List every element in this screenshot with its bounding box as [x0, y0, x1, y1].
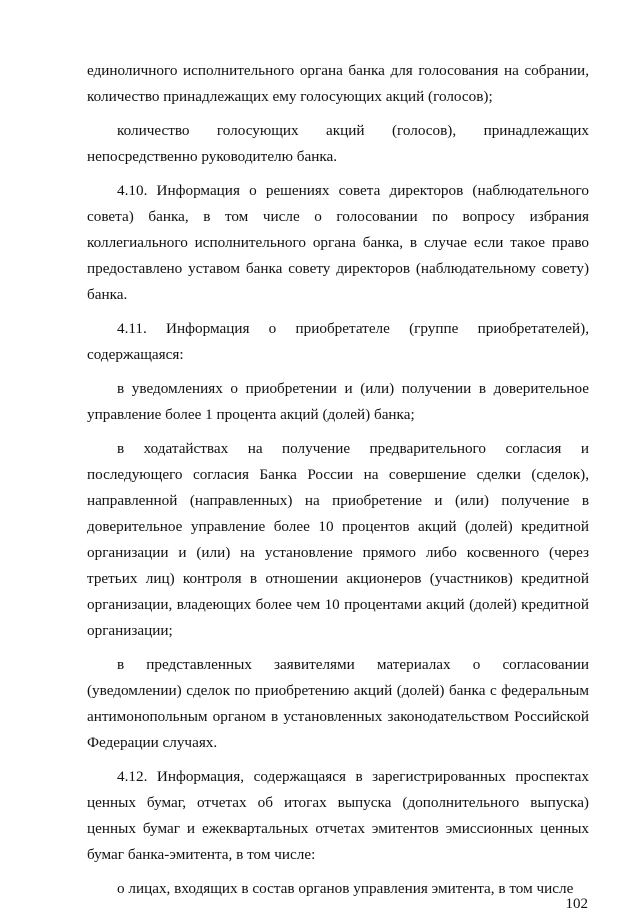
paragraph-7: в представленных заявителями материалах о согласовании (уведомлении) сделок по приобретению акций (долей) банка с федеральным антимонопольным органом в установленных законодательством Российской Федерации случаях.	[87, 656, 589, 751]
paragraph-6: в ходатайствах на получение предварительного согласия и последующего согласия Банка России на совершение сделки (сделок), направленной (направленных) на приобретение и (или) получение в доверительное управление более 10 процентов акций (долей) кредитной организации и (или) на установление прямого либо косвенного (через третьих лиц) контроля в отношении акционеров (участников) кредитной организации, владеющих более чем 10 процентами акций (долей) кредитной организации;	[87, 440, 589, 639]
paragraph-9: о лицах, входящих в состав органов управления эмитента, в том числе	[117, 880, 574, 897]
paragraph-8: 4.12. Информация, содержащаяся в зарегистрированных проспектах ценных бумаг, отчетах об итогах выпуска (дополнительного выпуска) ценных бумаг и ежеквартальных отчетах эмитентов эмиссионных ценных бумаг банка-эмитента, в том числе:	[87, 768, 589, 863]
paragraph-2: количество голосующих акций (голосов), принадлежащих непосредственно руководителю банка.	[87, 122, 589, 165]
paragraph-4: 4.11. Информация о приобретателе (группе приобретателей), содержащаяся:	[87, 320, 589, 363]
paragraph-5: в уведомлениях о приобретении и (или) получении в доверительное управление более 1 процента акций (долей) банка;	[87, 380, 589, 423]
paragraph-1: единоличного исполнительного органа банка для голосования на собрании, количество принадлежащих ему голосующих акций (голосов);	[87, 62, 589, 105]
paragraph-3: 4.10. Информация о решениях совета директоров (наблюдательного совета) банка, в том числе о голосовании по вопросу избрания коллегиального исполнительного органа банка, в случае если такое право предоставлено уставом банка совету директоров (наблюдательному совету) банка.	[87, 182, 589, 303]
document-body	[87, 58, 589, 910]
page-number: 102	[565, 896, 588, 912]
